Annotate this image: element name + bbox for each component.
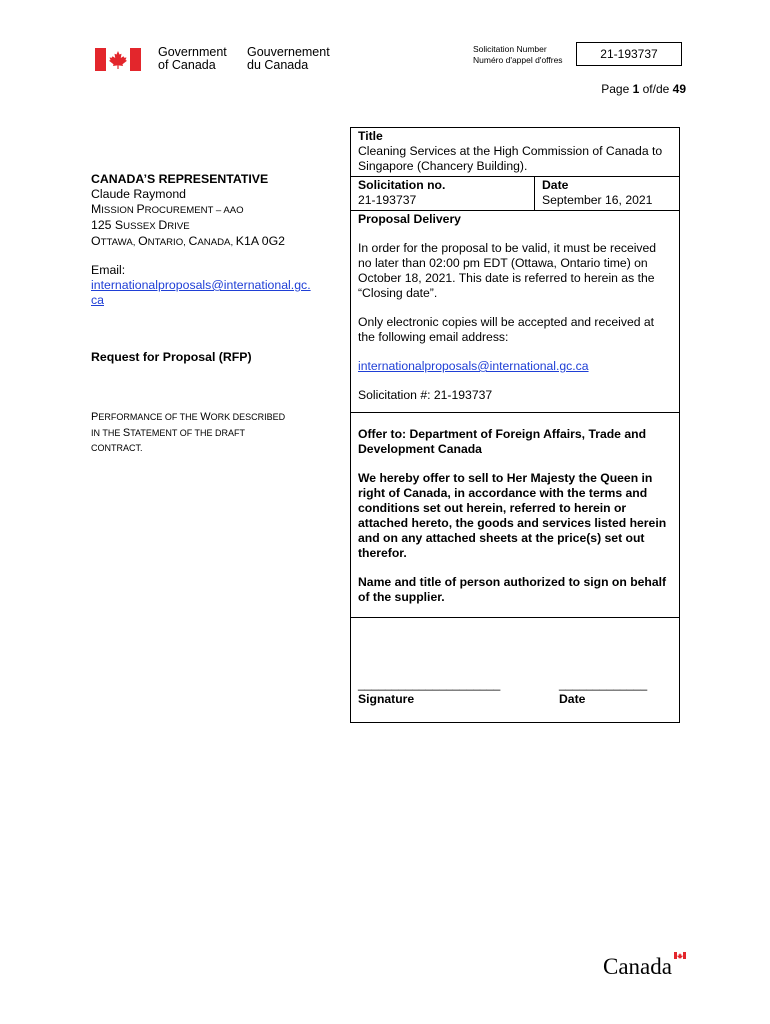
- delivery-paragraph-1: In order for the proposal to be valid, it must be received no later than 02:00 pm EDT (Ottawa, Ontario time) on October 18, 2021. This date is referred to herein as the “Closing date”.: [358, 241, 657, 300]
- offer-to: Offer to: Department of Foreign Affairs, Trade and Development Canada: [358, 427, 647, 456]
- canada-wordmark-text: Canada: [603, 954, 672, 978]
- delivery-paragraph-2: Only electronic copies will be accepted and received at the following email address:: [358, 315, 655, 344]
- solicitation-label-en: Solicitation Number: [473, 44, 547, 54]
- solicitation-details-box: [350, 127, 680, 723]
- date-label: Date: [542, 178, 569, 192]
- signature-section: [351, 617, 679, 722]
- government-of-canada-en: [158, 46, 227, 72]
- signature-label: Signature: [358, 692, 415, 706]
- gov-en-line1: Government: [158, 45, 227, 59]
- solicitation-label-fr: Numéro d'appel d'offres: [473, 55, 563, 65]
- canadas-representative-block: [91, 172, 285, 250]
- solicitation-number-label: [473, 44, 563, 66]
- wordmark-flag-icon: [674, 952, 686, 959]
- delivery-label: Proposal Delivery: [358, 212, 461, 226]
- solicitation-number-box: 21-193737: [576, 42, 682, 66]
- gov-fr-line1: Gouvernement: [247, 45, 330, 59]
- authorized-person: Name and title of person authorized to sign on behalf of the supplier.: [358, 575, 667, 604]
- solno-label: Solicitation no.: [358, 178, 446, 192]
- rep-heading: CANADA’S REPRESENTATIVE: [91, 172, 269, 186]
- proposal-delivery-section: [351, 210, 679, 412]
- rfp-heading: Request for Proposal (RFP): [91, 350, 252, 364]
- canada-flag-logo: [95, 48, 141, 71]
- delivery-solicitation: Solicitation #: 21-193737: [358, 388, 493, 402]
- perf-line-1: PERFORMANCE OF THE WORK DESCRIBED: [91, 411, 286, 423]
- date-line: _____________: [559, 677, 648, 691]
- date-value: September 16, 2021: [542, 193, 653, 207]
- title-label: Title: [358, 129, 383, 143]
- date-sig-label: Date: [559, 692, 586, 706]
- offer-text: We hereby offer to sell to Her Majesty the Queen in right of Canada, in accordance with the terms and conditions set out herein, referred to herein or attached hereto, the goods and services listed herein and on any attached sheets at the price(s) set out therefor.: [358, 471, 667, 560]
- signature-date-field: [559, 677, 647, 707]
- title-value: Cleaning Services at the High Commission of Canada to Singapore (Chancery Building).: [358, 144, 663, 173]
- address-line-1: MISSION PROCUREMENT – AAO: [91, 202, 244, 216]
- solno-date-row: [351, 176, 679, 210]
- signature-line: _____________________: [358, 677, 501, 691]
- address-line-2: 125 SUSSEX DRIVE: [91, 218, 190, 232]
- signature-field: [358, 677, 500, 707]
- email-link-line-2[interactable]: ca: [91, 293, 104, 307]
- solno-cell: [351, 177, 535, 210]
- offer-section: [351, 412, 679, 617]
- page-number: [560, 82, 686, 96]
- page-current: 1: [632, 82, 640, 96]
- email-link-line-1[interactable]: internationalproposals@international.gc.: [91, 278, 311, 292]
- gov-en-line2: of Canada: [158, 58, 216, 72]
- gov-fr-line2: du Canada: [247, 58, 309, 72]
- government-of-canada-fr: [247, 46, 330, 72]
- page-mid: of/de: [639, 82, 673, 96]
- email-label: Email:: [91, 263, 126, 277]
- page-total: 49: [672, 82, 686, 96]
- date-cell: [535, 177, 679, 210]
- performance-description: [91, 410, 285, 457]
- solno-value: 21-193737: [358, 193, 417, 207]
- perf-line-2: IN THE STATEMENT OF THE DRAFT: [91, 426, 246, 439]
- title-section: [351, 128, 679, 176]
- rep-name: Claude Raymond: [91, 187, 187, 201]
- perf-line-3: CONTRACT.: [91, 443, 143, 453]
- address-line-3: OTTAWA, ONTARIO, CANADA, K1A 0G2: [91, 234, 286, 248]
- page-prefix: Page: [601, 82, 633, 96]
- delivery-email-link[interactable]: internationalproposals@international.gc.ca: [358, 359, 589, 373]
- canada-wordmark-logo: [603, 952, 687, 978]
- email-block: [91, 263, 311, 308]
